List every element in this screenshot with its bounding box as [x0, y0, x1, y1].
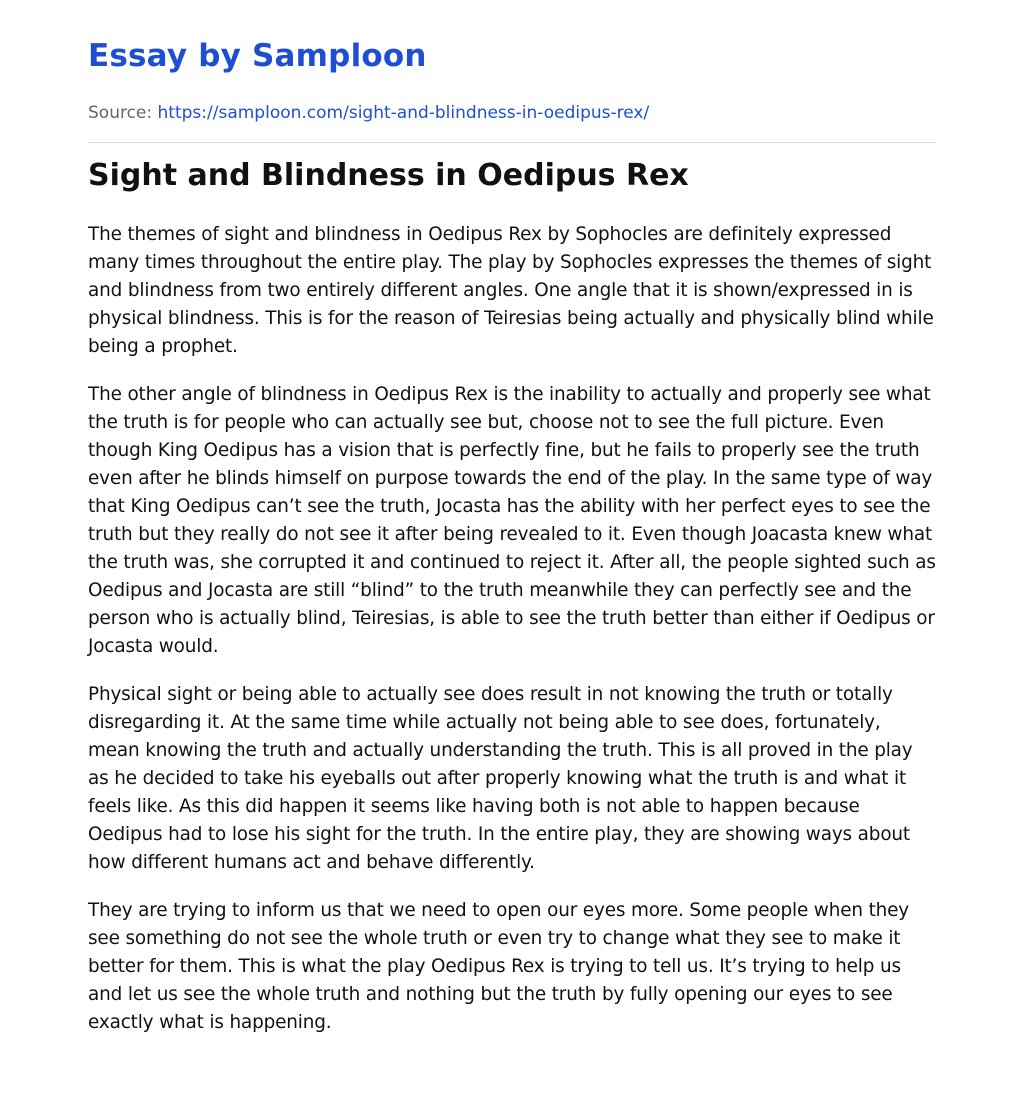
essay-title: Sight and Blindness in Oedipus Rex — [88, 158, 689, 193]
essay-paragraph-4: They are trying to inform us that we need to open our eyes more. Some people when they see something do not see the whole truth or even try to change what they see to make it better for them. This is what the play Oedipus Rex is trying to tell us. It’s trying to help us and let us see the whole truth and nothing but the truth by fully opening our eyes to see exactly what is happening. — [88, 900, 910, 1033]
source-line — [88, 101, 649, 125]
essay-paragraph-2: The other angle of blindness in Oedipus Rex is the inability to actually and properly see what the truth is for people who can actually see but, choose not to see the full picture. Even though King Oedipus has a vision that is perfectly fine, but he fails to properly see the truth even after he blinds himself on purpose towards the end of the play. In the same type of way that King Oedipus can’t see the truth, Jocasta has the ability with her perfect eyes to see the truth but they really do not see it after being revealed to it. Even though Joacasta knew what the truth was, she corrupted it and continued to reject it. After all, the people sighted such as Oedipus and Jocasta are still “blind” to the truth meanwhile they can perfectly see and the person who is actually blind, Teiresias, is able to see the truth better than either if Oedipus or Jocasta would. — [88, 384, 936, 657]
essay-paragraph-3: Physical sight or being able to actually see does result in not knowing the truth or totally disregarding it. At the same time while actually not being able to see does, fortunately, mean knowing the truth and actually understanding the truth. This is all proved in the play as he decided to take his eyeballs out after properly knowing what the truth is and what it feels like. As this did happen it seems like having both is not able to happen because Oedipus had to lose his sight for the truth. In the entire play, they are showing ways about how different humans act and behave differently. — [88, 684, 913, 873]
essay-paragraph-1: The themes of sight and blindness in Oedipus Rex by Sophocles are definitely expressed many times throughout the entire play. The play by Sophocles expresses the themes of sight and blindness from two entirely different angles. One angle that it is shown/expressed in is physical blindness. This is for the reason of Teiresias being actually and physically blind while being a prophet. — [88, 224, 934, 357]
site-brand-title: Essay by Samploon — [88, 38, 427, 74]
essay-body — [88, 221, 936, 1057]
source-link[interactable]: https://samploon.com/sight-and-blindness-in-oedipus-rex/ — [157, 103, 650, 123]
source-label: Source: — [88, 103, 153, 123]
header-divider — [88, 142, 936, 143]
